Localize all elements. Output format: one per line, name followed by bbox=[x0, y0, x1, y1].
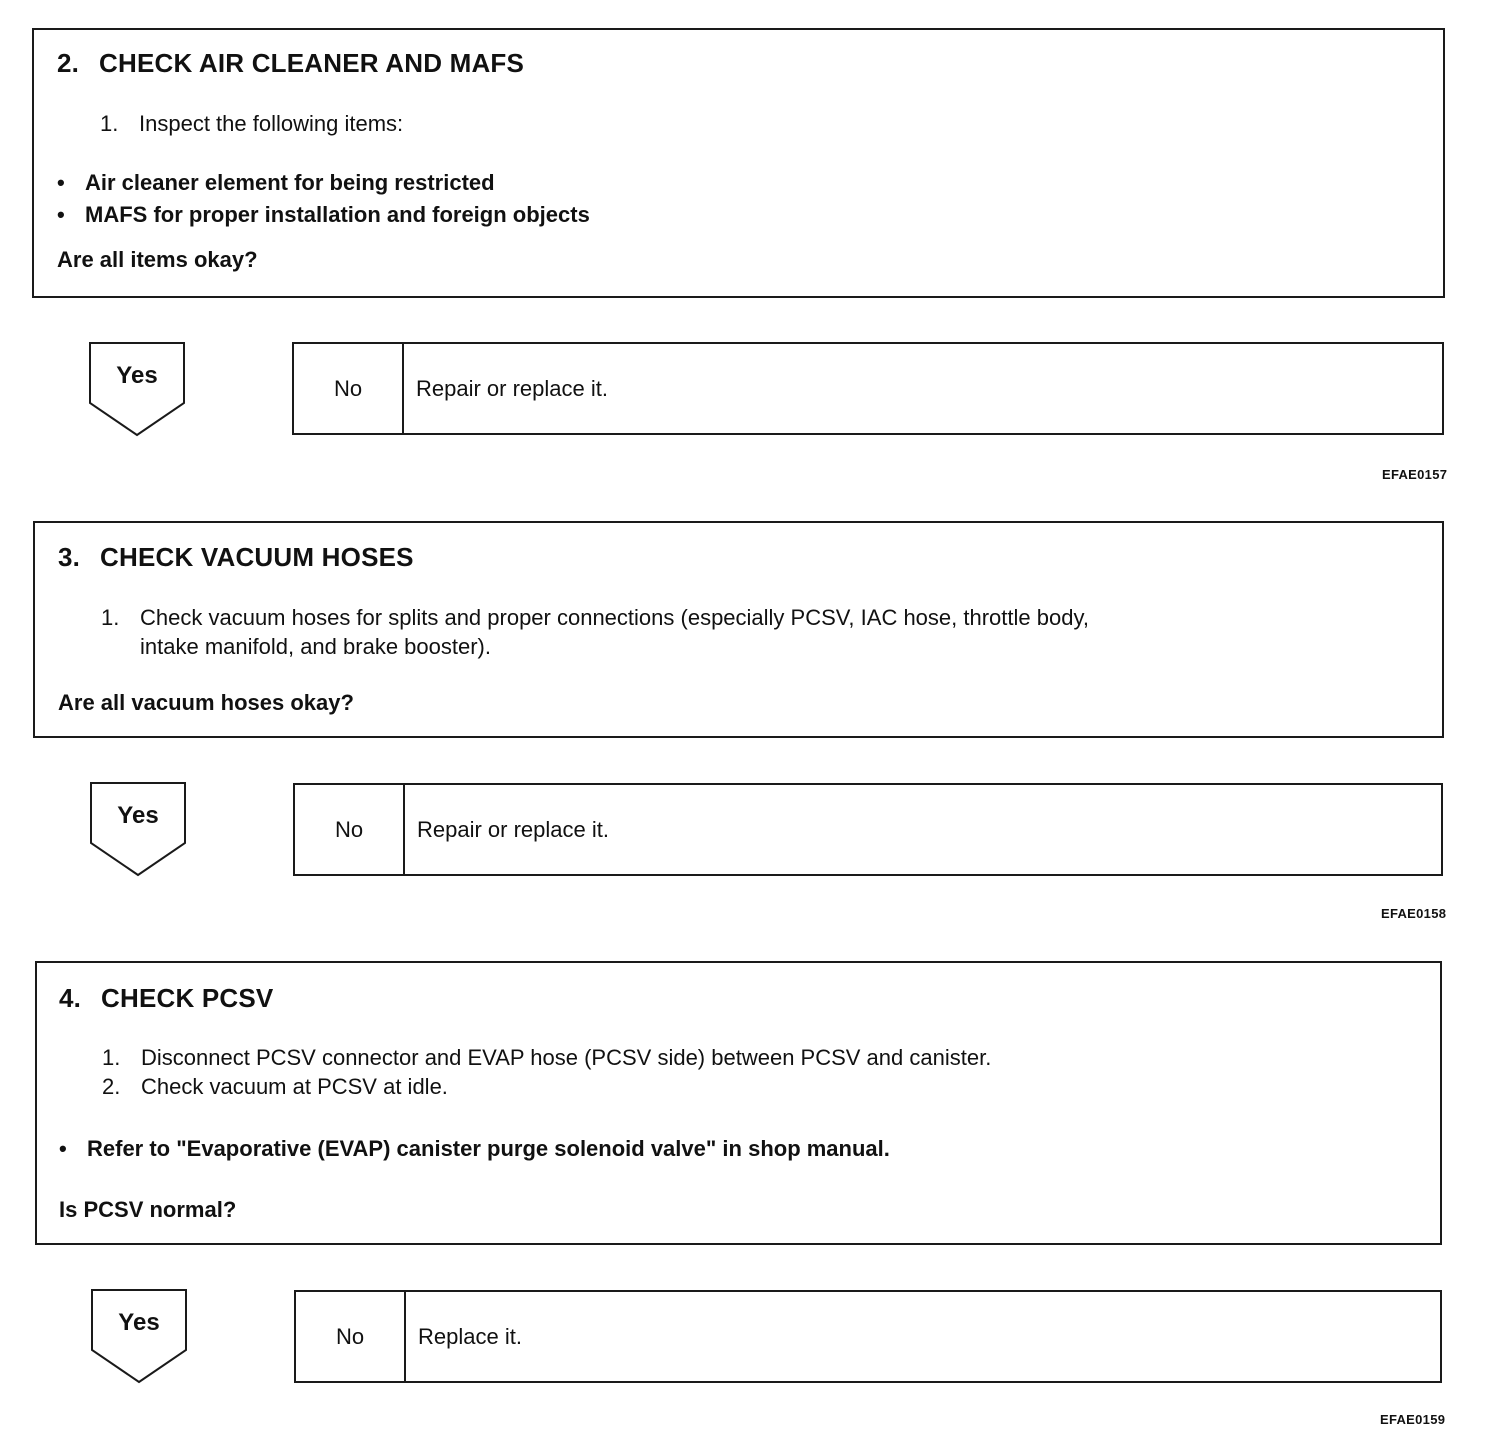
step-2-figure-code: EFAE0157 bbox=[1382, 467, 1448, 482]
step-3-title bbox=[58, 542, 414, 573]
step-3-no-box bbox=[293, 783, 1443, 876]
down-arrow-icon bbox=[90, 782, 188, 878]
step-4-number: 4. bbox=[59, 983, 82, 1013]
instruction-text: Check vacuum hoses for splits and proper connections (especially PCSV, IAC hose, throttle body, bbox=[140, 605, 1089, 630]
step-2-no-box bbox=[292, 342, 1444, 435]
step-2-yes-arrow bbox=[89, 342, 187, 438]
step-3-no-action: Repair or replace it. bbox=[417, 816, 609, 842]
step-4-no-action: Replace it. bbox=[418, 1323, 522, 1349]
bullet-text: Air cleaner element for being restricted bbox=[85, 170, 495, 195]
step-4-no-label: No bbox=[296, 1292, 406, 1381]
step-2-no-action: Repair or replace it. bbox=[416, 375, 608, 401]
instruction-text: Disconnect PCSV connector and EVAP hose (PCSV side) between PCSV and canister. bbox=[141, 1045, 992, 1070]
instruction-text: Inspect the following items: bbox=[139, 111, 404, 136]
instruction-number: 2. bbox=[102, 1074, 121, 1099]
step-2-bullet-1 bbox=[57, 170, 495, 196]
step-4-bullet-1 bbox=[59, 1136, 890, 1162]
down-arrow-icon bbox=[89, 342, 187, 438]
step-2-no-label: No bbox=[294, 344, 404, 433]
bullet-text: MAFS for proper installation and foreign objects bbox=[85, 202, 590, 227]
bullet-icon: • bbox=[57, 170, 65, 195]
step-2-title bbox=[57, 48, 524, 79]
step-4-no-box bbox=[294, 1290, 1442, 1383]
step-2-yes-label: Yes bbox=[116, 362, 158, 389]
step-2-bullet-2 bbox=[57, 202, 590, 228]
step-2-title-text: CHECK AIR CLEANER AND MAFS bbox=[99, 48, 525, 78]
step-3-question: Are all vacuum hoses okay? bbox=[58, 690, 354, 715]
step-4-yes-label: Yes bbox=[118, 1309, 160, 1336]
step-3-yes-label: Yes bbox=[117, 802, 159, 829]
step-2-number: 2. bbox=[57, 48, 80, 78]
instruction-text: Check vacuum at PCSV at idle. bbox=[141, 1074, 448, 1099]
step-3-number: 3. bbox=[58, 542, 81, 572]
instruction-text-continued: intake manifold, and brake booster). bbox=[140, 634, 491, 659]
instruction-number: 1. bbox=[100, 111, 119, 136]
step-4-question: Is PCSV normal? bbox=[59, 1197, 237, 1222]
bullet-text: Refer to "Evaporative (EVAP) canister purge solenoid valve" in shop manual. bbox=[87, 1136, 890, 1161]
step-3-figure-code: EFAE0158 bbox=[1381, 906, 1447, 921]
bullet-icon: • bbox=[57, 202, 65, 227]
step-4-yes-arrow bbox=[91, 1289, 189, 1385]
step-4-figure-code: EFAE0159 bbox=[1380, 1412, 1446, 1427]
down-arrow-icon bbox=[91, 1289, 189, 1385]
step-3-title-text: CHECK VACUUM HOSES bbox=[100, 542, 414, 572]
step-2-question: Are all items okay? bbox=[57, 247, 258, 272]
instruction-number: 1. bbox=[101, 605, 120, 630]
step-4-title bbox=[59, 983, 273, 1014]
step-3-no-label: No bbox=[295, 785, 405, 874]
instruction-number: 1. bbox=[102, 1045, 121, 1070]
step-4-title-text: CHECK PCSV bbox=[101, 983, 274, 1013]
step-3-yes-arrow bbox=[90, 782, 188, 878]
bullet-icon: • bbox=[59, 1136, 67, 1161]
